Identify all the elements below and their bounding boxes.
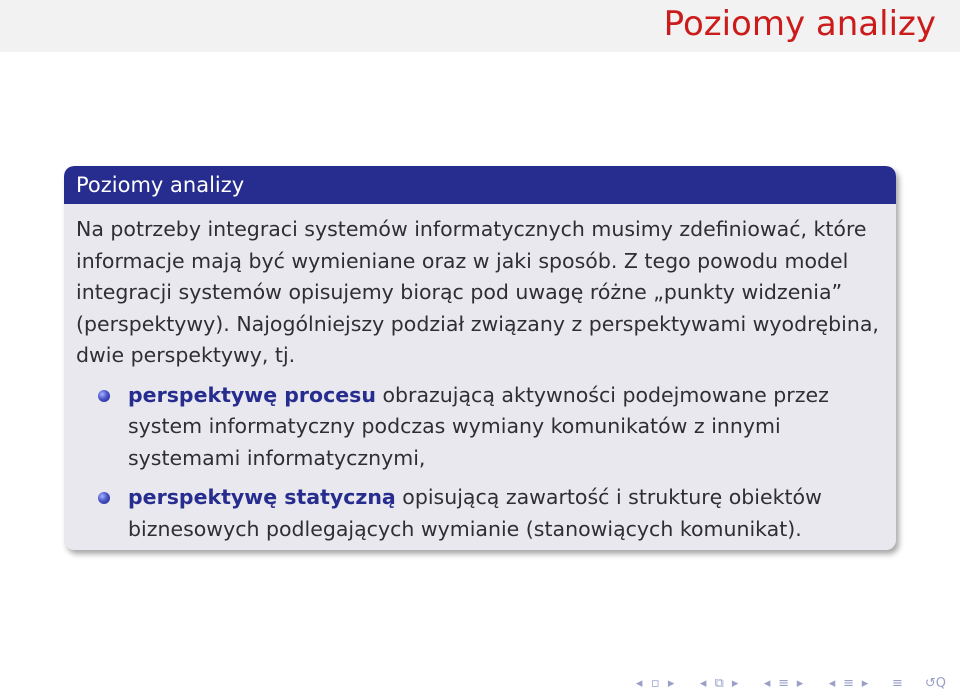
content-block [64,166,896,550]
list-item [128,380,882,475]
nav-right-icon[interactable]: ▸ [667,675,675,691]
nav-right-icon[interactable]: ▸ [796,675,804,691]
nav-align-icon[interactable]: ≡ [891,675,903,691]
nav-left-icon[interactable]: ◂ [763,675,771,691]
nav-frame-icon[interactable]: ▫ [650,675,660,691]
bullet-text: obrazującą aktywności podejmowane przez system informatyczny podczas wymiany komunikatów z innymi systemami informatycznymi, [128,382,829,470]
bullet-term: perspektywę procesu [128,382,376,407]
block-body [64,204,896,545]
nav-left-icon[interactable]: ◂ [635,675,643,691]
nav-search-icon[interactable]: ↺Q [924,675,946,691]
block-title: Poziomy analizy [64,166,896,204]
block-paragraph: Na potrzeby integraci systemów informatycznych musimy zdefiniować, które informacje mają być wymieniane oraz w jaki sposób. Z tego powodu model integracji systemów opisujemy biorąc pod uwagę różne „punkty widzenia” (perspektywy). Najogólniejszy podział związany z perspektywami wyodrębina, dwie perspektywy, tj. [76,217,879,367]
bullet-text: opisującą zawartość i strukturę obiektów biznesowych podlegających wymianie (stanowiących komunikat). [128,485,822,541]
frame-title: Poziomy analizy [663,4,936,44]
nav-left-icon[interactable]: ◂ [828,675,836,691]
bullet-ball-icon [98,390,110,402]
list-item [128,482,882,545]
nav-section-icon[interactable]: ≡ [778,675,790,691]
slide-header [0,0,960,52]
bullet-term: perspektywę statyczną [128,485,396,509]
bullet-ball-icon [98,492,110,504]
bullet-list [76,380,882,546]
nav-right-icon[interactable]: ▸ [731,675,739,691]
nav-doc-icon[interactable]: ≡ [843,675,854,691]
nav-right-icon[interactable]: ▸ [861,675,869,691]
navigation-bar [634,674,946,692]
nav-left-icon[interactable]: ◂ [699,675,707,691]
nav-subsection-icon[interactable]: ⧉ [714,675,724,691]
